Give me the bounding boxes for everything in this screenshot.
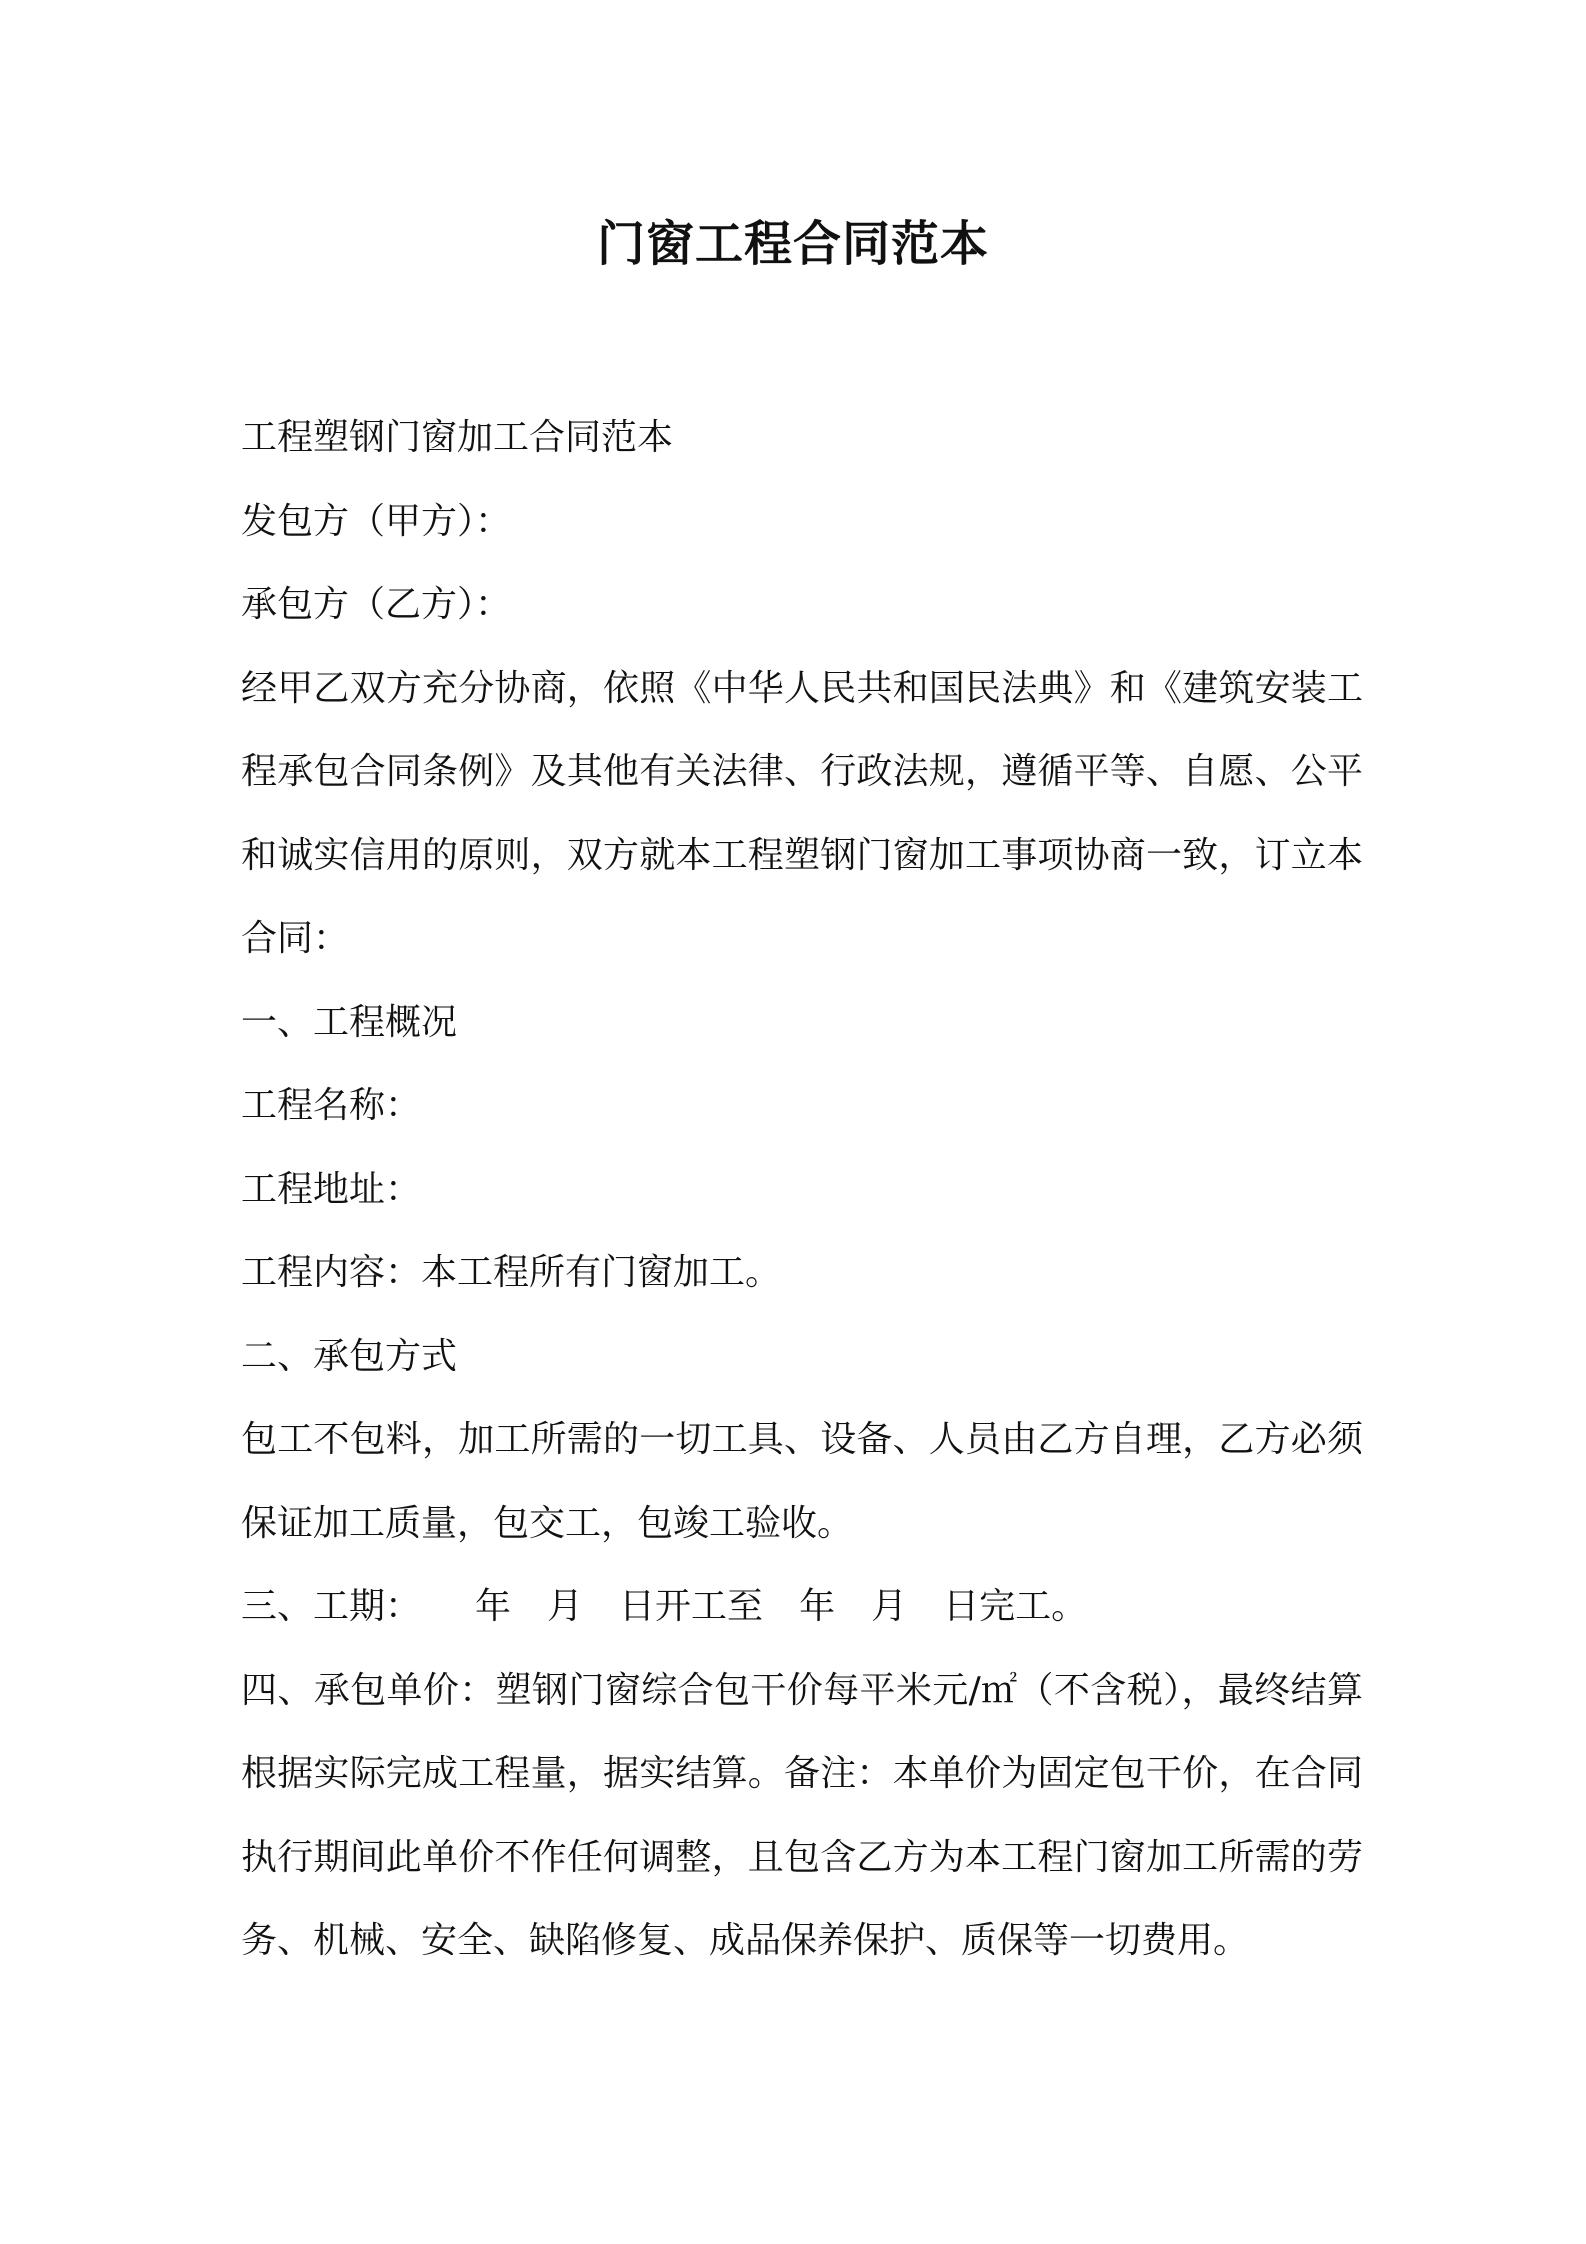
schedule-end-year: 年 <box>799 1586 836 1627</box>
schedule-start-month: 月 <box>547 1586 584 1627</box>
project-content: 工程内容：本工程所有门窗加工。 <box>241 1252 782 1293</box>
schedule-start-year: 年 <box>475 1586 512 1627</box>
section-2-text: 包工不包料，加工所需的一切工具、设备、人员由乙方自理，乙方必须保证加工质量，包交工，包竣工验收。 <box>241 1419 1363 1544</box>
party-b-label: 承包方（乙方）： <box>241 584 512 625</box>
project-address-label: 工程地址： <box>241 1168 422 1210</box>
section-4-text: 四、承包单价：塑钢门窗综合包干价每平米元/㎡（不含税），最终结算根据实际完成工程量，据实结算。备注：本单价为固定包干价，在合同执行期间此单价不作任何调整，且包含乙方为本工程门窗加工所需的劳务、机械、安全、缺陷修复、成品保养保护、质保等一切费用。 <box>241 1669 1363 1961</box>
document-subtitle: 工程塑钢门窗加工合同范本 <box>241 417 674 458</box>
schedule-end-day: 日完工。 <box>943 1586 1088 1627</box>
schedule-label: 三、工期： <box>241 1586 422 1627</box>
intro-paragraph: 经甲乙双方充分协商，依照《中华人民共和国民法典》和《建筑安装工程承包合同条例》及其他有关法律、行政法规，遵循平等、自愿、公平和诚实信用的原则，双方就本工程塑钢门窗加工事项协商一致，订立本合同： <box>241 667 1363 959</box>
section-3-schedule <box>241 1565 1363 1649</box>
schedule-end-month: 月 <box>871 1586 908 1627</box>
document-title: 门窗工程合同范本 <box>596 216 989 272</box>
section-2-heading: 二、承包方式 <box>241 1335 458 1377</box>
section-1-heading: 一、工程概况 <box>241 1001 458 1043</box>
project-name-label: 工程名称： <box>241 1085 422 1126</box>
schedule-start-day: 日开工至 <box>619 1586 764 1627</box>
party-a-label: 发包方（甲方）： <box>241 500 512 542</box>
document-body <box>241 396 1363 1983</box>
